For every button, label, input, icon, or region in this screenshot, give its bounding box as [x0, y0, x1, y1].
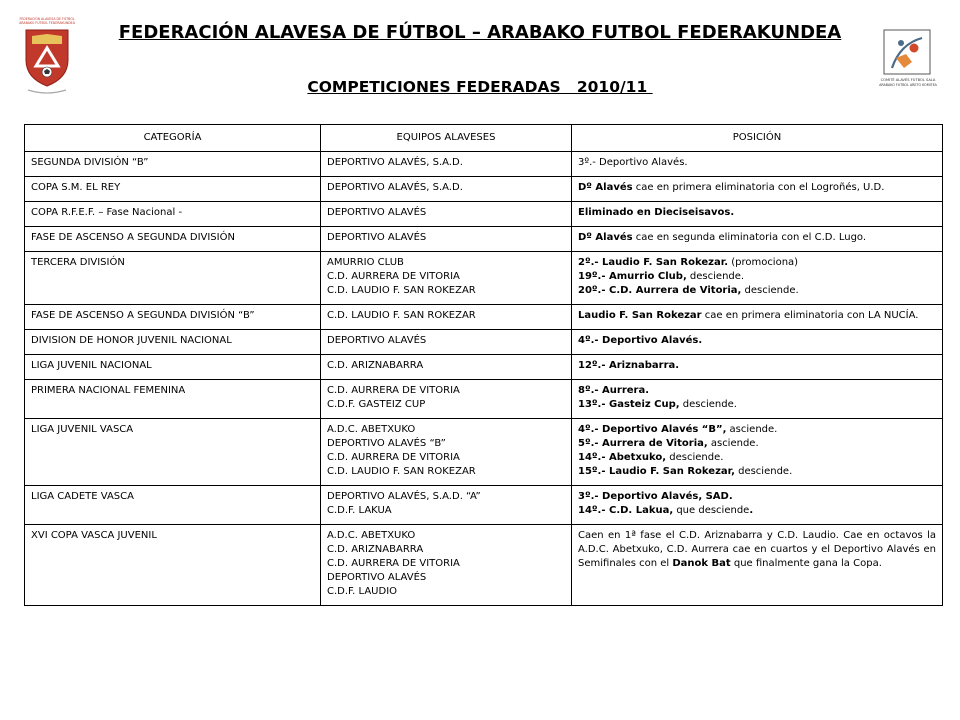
position-line	[578, 384, 936, 398]
position-cell	[572, 330, 943, 355]
position-line	[578, 309, 936, 323]
team-name: C.D. AURRERA DE VITORIA	[327, 271, 460, 282]
category-cell: DIVISION DE HONOR JUVENIL NACIONAL	[25, 330, 321, 355]
position-line	[578, 465, 936, 479]
position-text-bold: 2º.- Laudio F. San Rokezar.	[578, 257, 729, 268]
position-text-bold: Eliminado en Dieciseisavos.	[578, 207, 735, 218]
position-line	[578, 181, 936, 195]
position-text: asciende.	[726, 424, 778, 435]
position-line	[578, 423, 936, 437]
team-name: C.D. AURRERA DE VITORIA	[327, 558, 460, 569]
position-text: desciende.	[741, 285, 799, 296]
position-cell	[572, 486, 943, 525]
position-text-bold: Danok Bat	[672, 558, 731, 569]
position-text: desciende.	[734, 466, 793, 477]
team-name: DEPORTIVO ALAVÉS, S.A.D.	[327, 182, 463, 193]
teams-cell	[321, 252, 572, 305]
team-name: A.D.C. ABETXUKO	[327, 424, 416, 435]
category-cell: XVI COPA VASCA JUVENIL	[25, 525, 321, 606]
position-text-bold: 13º.- Gasteiz Cup,	[578, 399, 680, 410]
header-position: POSICIÓN	[572, 125, 943, 152]
position-text: desciende.	[666, 452, 724, 463]
position-line	[578, 256, 936, 270]
position-text-bold: Laudio F. San Rokezar	[578, 310, 702, 321]
position-cell	[572, 419, 943, 486]
team-name: C.D. AURRERA DE VITORIA	[327, 452, 460, 463]
team-name: DEPORTIVO ALAVÉS	[327, 335, 427, 346]
team-name: C.D. AURRERA DE VITORIA	[327, 385, 460, 396]
team-name: C.D. LAUDIO F. SAN ROKEZAR	[327, 285, 476, 296]
table-row	[25, 152, 943, 177]
team-name: DEPORTIVO ALAVÉS “B”	[327, 438, 446, 449]
page-title: FEDERACIÓN ALAVESA DE FÚTBOL – ARABAKO FUTBOL FEDERAKUNDEA	[118, 22, 842, 43]
svg-text:ARABAKO FUTBOL FEDERAKUNDEA: ARABAKO FUTBOL FEDERAKUNDEA	[19, 21, 75, 25]
category-cell: LIGA JUVENIL NACIONAL	[25, 355, 321, 380]
category-cell: FASE DE ASCENSO A SEGUNDA DIVISIÓN	[25, 227, 321, 252]
position-text-bold: 19º.- Amurrio Club,	[578, 271, 687, 282]
position-text-bold: 4º.- Deportivo Alavés “B”,	[578, 424, 727, 435]
position-line	[578, 437, 936, 451]
position-text: cae en primera eliminatoria con LA NUCÍA.	[701, 310, 919, 321]
header-category: CATEGORÍA	[25, 125, 321, 152]
position-text-bold: 14º.- Abetxuko,	[578, 452, 667, 463]
position-cell	[572, 252, 943, 305]
table-row	[25, 419, 943, 486]
position-text-bold: 14º.- C.D. Lakua,	[578, 505, 674, 516]
position-line	[578, 334, 936, 348]
teams-cell	[321, 227, 572, 252]
table-body	[25, 152, 943, 606]
position-cell	[572, 177, 943, 202]
futsal-committee-logo-icon	[866, 28, 950, 90]
team-name: AMURRIO CLUB	[327, 257, 404, 268]
position-text-bold: 8º.- Aurrera.	[578, 385, 650, 396]
position-cell	[572, 355, 943, 380]
table-row	[25, 252, 943, 305]
category-cell: SEGUNDA DIVISIÓN “B”	[25, 152, 321, 177]
table-row	[25, 525, 943, 606]
position-text: Caen en 1ª fase el C.D. Ariznabarra y C.D. Laudio. Cae en octavos la A.D.C. Abetxuko, C.D. Aurrera cae en cuartos y el Deportivo Alavés en Semifinales con el	[578, 530, 936, 569]
position-text: cae en primera eliminatoria con el Logroñés, U.D.	[632, 182, 885, 193]
table-row	[25, 330, 943, 355]
position-text-bold: 15º.- Laudio F. San Rokezar,	[578, 466, 735, 477]
position-text-bold: 20º.- C.D. Aurrera de Vitoria,	[578, 285, 742, 296]
position-cell	[572, 202, 943, 227]
position-text-bold: 5º.- Aurrera de Vitoria,	[578, 438, 708, 449]
team-name: C.D.F. GASTEIZ CUP	[327, 399, 426, 410]
category-cell: COPA R.F.E.F. – Fase Nacional -	[25, 202, 321, 227]
table-row	[25, 202, 943, 227]
teams-cell	[321, 525, 572, 606]
table-row	[25, 177, 943, 202]
category-cell: LIGA JUVENIL VASCA	[25, 419, 321, 486]
svg-text:ARABAKO FUTBOL ARETO KOMITEA: ARABAKO FUTBOL ARETO KOMITEA	[879, 83, 937, 87]
team-name: C.D.F. LAUDIO	[327, 586, 398, 597]
position-line	[578, 270, 936, 284]
position-text-bold: 4º.- Deportivo Alavés.	[578, 335, 703, 346]
team-name: A.D.C. ABETXUKO	[327, 530, 416, 541]
position-text-bold: 12º.- Ariznabarra.	[578, 360, 680, 371]
category-cell: FASE DE ASCENSO A SEGUNDA DIVISIÓN “B”	[25, 305, 321, 330]
teams-cell	[321, 305, 572, 330]
team-name: DEPORTIVO ALAVÉS	[327, 207, 427, 218]
futsal-committee-logo	[866, 28, 950, 90]
teams-cell	[321, 152, 572, 177]
table-row	[25, 486, 943, 525]
position-cell	[572, 152, 943, 177]
table-header-row	[25, 125, 943, 152]
position-cell	[572, 227, 943, 252]
table-row	[25, 355, 943, 380]
teams-cell	[321, 177, 572, 202]
position-cell	[572, 525, 943, 606]
position-line	[578, 359, 936, 373]
position-line	[578, 398, 936, 412]
team-name: C.D. LAUDIO F. SAN ROKEZAR	[327, 466, 476, 477]
position-line	[578, 490, 936, 504]
position-line	[578, 156, 936, 170]
svg-text:COMITÉ ALAVÉS FÚTBOL SALA: COMITÉ ALAVÉS FÚTBOL SALA	[880, 78, 936, 82]
position-text-bold: Dº Alavés	[578, 232, 633, 243]
position-text-bold: 3º.- Deportivo Alavés, SAD.	[578, 491, 733, 502]
team-name: DEPORTIVO ALAVÉS	[327, 572, 427, 583]
position-text-bold: Dº Alavés	[578, 182, 633, 193]
category-cell: LIGA CADETE VASCA	[25, 486, 321, 525]
team-name: DEPORTIVO ALAVÉS, S.A.D.	[327, 157, 463, 168]
position-text: desciende.	[679, 399, 737, 410]
header-teams: EQUIPOS ALAVESES	[321, 125, 572, 152]
teams-cell	[321, 355, 572, 380]
category-cell: TERCERA DIVISIÓN	[25, 252, 321, 305]
teams-cell	[321, 419, 572, 486]
teams-cell	[321, 202, 572, 227]
position-line	[578, 529, 936, 571]
teams-cell	[321, 380, 572, 419]
table-row	[25, 227, 943, 252]
table-row	[25, 305, 943, 330]
table-row	[25, 380, 943, 419]
position-text-bold: .	[749, 505, 754, 516]
team-name: DEPORTIVO ALAVÉS, S.A.D. “A”	[327, 491, 481, 502]
position-line	[578, 504, 936, 518]
position-line	[578, 206, 936, 220]
team-name: C.D. LAUDIO F. SAN ROKEZAR	[327, 310, 476, 321]
position-cell	[572, 380, 943, 419]
position-text: desciende.	[686, 271, 745, 282]
position-cell	[572, 305, 943, 330]
teams-cell	[321, 486, 572, 525]
position-line	[578, 231, 936, 245]
category-cell: COPA S.M. EL REY	[25, 177, 321, 202]
position-line	[578, 284, 936, 298]
position-text: que finalmente gana la Copa.	[730, 558, 882, 569]
team-name: DEPORTIVO ALAVÉS	[327, 232, 427, 243]
position-line	[578, 451, 936, 465]
page-subtitle: COMPETICIONES FEDERADAS 2010/11	[307, 78, 653, 96]
team-name: C.D.F. LAKUA	[327, 505, 392, 516]
position-text: 3º.- Deportivo Alavés.	[578, 157, 688, 168]
position-text: que desciende	[673, 505, 750, 516]
position-text: asciende.	[707, 438, 759, 449]
position-text: (promociona)	[728, 257, 799, 268]
team-name: C.D. ARIZNABARRA	[327, 360, 424, 371]
team-name: C.D. ARIZNABARRA	[327, 544, 424, 555]
competitions-table	[24, 124, 943, 606]
position-text: cae en segunda eliminatoria con el C.D. Lugo.	[632, 232, 867, 243]
svg-text:FEDERACIÓN ALAVESA DE FÚTBOL: FEDERACIÓN ALAVESA DE FÚTBOL	[19, 17, 75, 21]
category-cell: PRIMERA NACIONAL FEMENINA	[25, 380, 321, 419]
teams-cell	[321, 330, 572, 355]
